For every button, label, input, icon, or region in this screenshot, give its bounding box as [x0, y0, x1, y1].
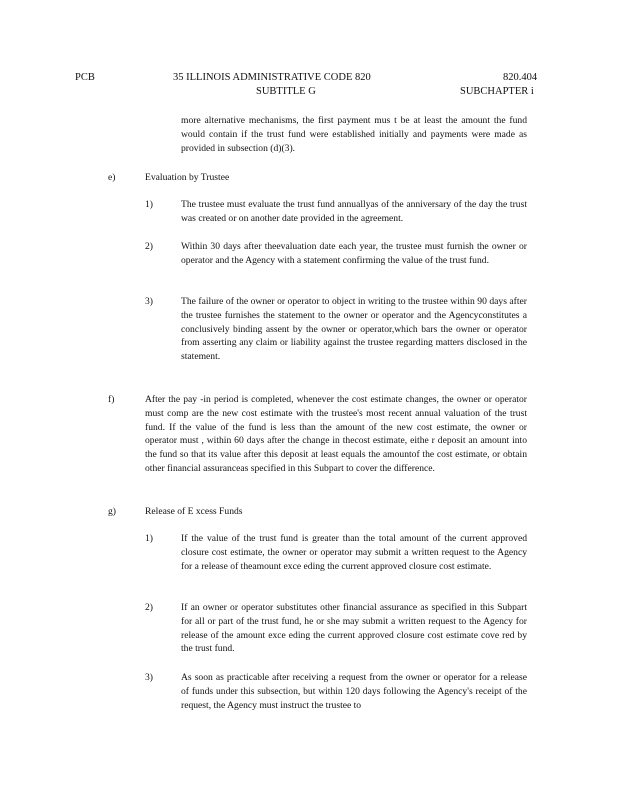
g-item-1-text: If the value of the trust fund is greater than the total amount of the current approved closure cost estimate, the owner or operator may submit a written request to the Agency for a release of theamount exce eding the current approved closure cost estimate. [181, 533, 527, 572]
g-item-1-number: 1) [145, 533, 153, 544]
section-f-text: After the pay -in period is completed, whenever the cost estimate changes, the owner or operator must comp are the new cost estimate with the trustee's most recent annual valuation of the trust fund. If the value of the fund is less than the amount of the new cost estimate, the owner or operator must , within 60 days after the change in thecost estimate, eithe r deposit an amount into the fund so that its value after this deposit at least equals the amountof the cost estimate, or obtain other financial assuranceas specified in this Subpart to cover the difference. [145, 394, 527, 474]
e-item-2-number: 2) [145, 241, 153, 252]
e-item-1-text: The trustee must evaluate the trust fund annuallyas of the anniversary of the day the trust was created or on another date provided in the agreement. [181, 199, 527, 224]
section-e-label: e) [108, 172, 116, 183]
e-item-1-number: 1) [145, 199, 153, 210]
e-item-2-text: Within 30 days after theevaluation date each year, the trustee must furnish the owner or operator and the Agency with a statement confirming the value of the trust fund. [181, 241, 527, 266]
g-item-2-number: 2) [145, 602, 153, 613]
e-item-3-text: The failure of the owner or operator to object in writing to the trustee within 90 days after the trustee furnishes the statement to the owner or operator and the Agencyconstitutes a conclusively binding assent by the owner or operator,which bars the owner or operator from asserting any claim or liability against the trustee regarding matters disclosed in the statement. [181, 296, 527, 363]
header-subtitle: SUBTITLE G [256, 86, 316, 97]
header-code-title: 35 ILLINOIS ADMINISTRATIVE CODE 820 [173, 72, 371, 83]
intro-continuation-paragraph: more alternative mechanisms, the first payment mus t be at least the amount the fund would contain if the trust fund were established initially and payments were made as provided in subsection (d)(3). [181, 115, 527, 154]
section-g-label: g) [108, 506, 116, 517]
g-item-3-text: As soon as practicable after receiving a request from the owner or operator for a release of funds under this subsection, but within 120 days following the Agency's receipt of the request, the Agency must instruct the trustee to [181, 672, 527, 711]
g-item-2-text: If an owner or operator substitutes other financial assurance as specified in this Subpart for all or part of the trust fund, he or she may submit a written request to the Agency for release of the amount exce eding the current approved closure cost estimate cove red by the trust fund. [181, 602, 527, 655]
header-section-number: 820.404 [503, 72, 538, 83]
section-f-label: f) [108, 394, 115, 405]
section-e-heading: Evaluation by Trustee [145, 172, 230, 183]
section-g-heading: Release of E xcess Funds [145, 506, 243, 517]
header-left-pcb: PCB [75, 72, 95, 83]
e-item-3-number: 3) [145, 296, 153, 307]
g-item-3-number: 3) [145, 672, 153, 683]
header-subchapter: SUBCHAPTER i [460, 86, 534, 97]
